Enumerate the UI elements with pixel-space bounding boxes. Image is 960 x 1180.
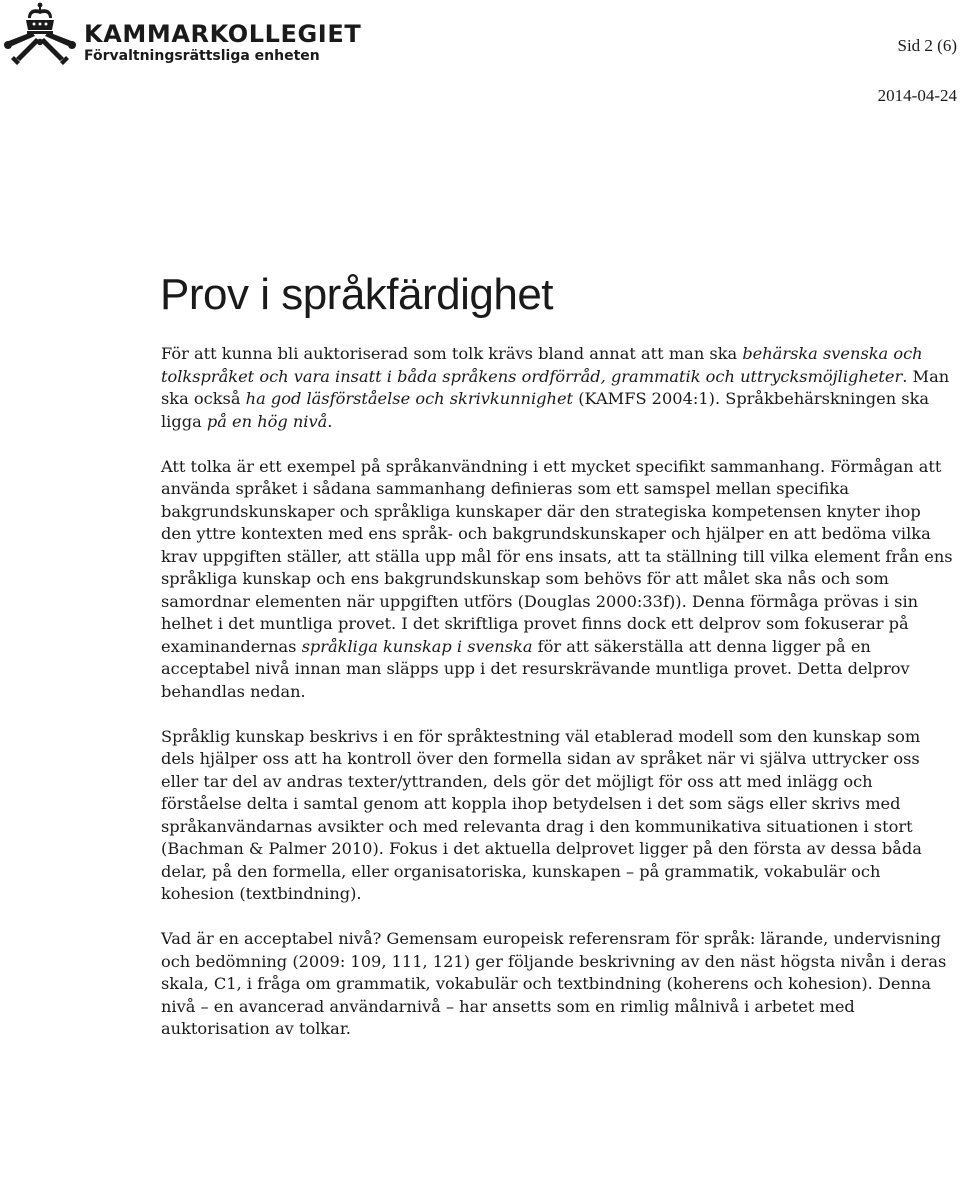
text-run: Att tolka är ett exempel på språkanvändning i ett mycket specifikt sammanhang. Förmågan att använda språket i sådana sammanhang definieras som ett samspel mellan specifika bakgrundskunskaper och språkliga kunskaper där den strategiska kompetensen knyter ihop den yttre kontexten med ens språk- och bakgrundskunskaper och hjälper en att bedöma vilka krav uppgiften ställer, att ställa upp mål för ens insats, att ta ställning till vilka element från ens språkliga kunskap och ens bakgrundskunskap som behövs för att målet ska nås och som samordnar elementen när uppgiften utförs (Douglas 2000:33f)). Denna förmåga prövas i sin helhet i det muntliga provet. I det skriftliga provet finns dock ett delprov som fokuserar på examinandernas (161, 456, 953, 656)
text-run: Vad är en acceptabel nivå? Gemensam europeisk referensram för språk: lärande, undervisning och bedömning (2009: 109, 111, 121) ger följande beskrivning av den näst högsta nivån i deras skala, C1, i fråga om grammatik, vokabulär och textbindning (koherens och kohesion). Denna nivå – en avancerad användarnivå – har ansetts som en rimlig målnivå i arbetet med auktorisation av tolkar. (161, 929, 947, 1038)
paragraph-acceptable-level (161, 928, 956, 1041)
text-run: . Man ska också (161, 366, 950, 408)
kammarkollegiet-logo (2, 0, 362, 70)
paragraph-requirements (161, 343, 956, 433)
text-run: . (327, 411, 333, 431)
crown-emblem-icon (2, 2, 78, 68)
organization-name: KAMMARKOLLEGIET (84, 20, 362, 48)
text-run-italic: språkliga kunskap i svenska (301, 636, 533, 656)
page-number: Sid 2 (6) (897, 36, 957, 55)
text-run: (KAMFS 2004:1). Språkbehärskningen ska ligga (161, 389, 930, 431)
document-date: 2014-04-24 (877, 86, 957, 105)
text-run: Språklig kunskap beskrivs i en för språktestning väl etablerad modell som den kunskap som dels hjälper oss att ha kontroll över den formella sidan av språket när vi själva uttrycker oss eller tar del av andras texter/yttranden, dels gör det möjligt för oss att med inlägg och förståelse delta i samtal genom att koppla ihop betydelsen i det som sägs eller skrivs med språkanvändarnas avsikter och med relevanta drag i den kommunikativa situationen i stort (Bachman & Palmer 2010). Fokus i det aktuella delprovet ligger på den första av dessa båda delar, på den formella, eller organisatoriska, kunskapen – på grammatik, vokabulär och kohesion (textbindning). (161, 726, 922, 903)
document-body (161, 343, 956, 1063)
text-run: För att kunna bli auktoriserad som tolk krävs bland annat att man ska (161, 344, 743, 363)
text-run-italic: ha god läsförståelse och skrivkunnighet (245, 389, 574, 408)
text-run-italic: behärska svenska och tolkspråket och vara insatt i båda språkens ordförråd, grammatik och uttrycksmöjligheter (161, 344, 923, 386)
text-run: för att säkerställa att denna ligger på en acceptabel nivå innan man släpps upp i det resurskrävande muntliga provet. Detta delprov behandlas nedan. (161, 636, 910, 701)
page-title: Prov i språkfärdighet (160, 270, 554, 319)
text-run-italic: på en hög nivå (206, 411, 328, 431)
paragraph-interpreting-context (161, 456, 956, 704)
organization-unit: Förvaltningsrättsliga enheten (84, 48, 320, 64)
paragraph-language-knowledge (161, 726, 956, 906)
